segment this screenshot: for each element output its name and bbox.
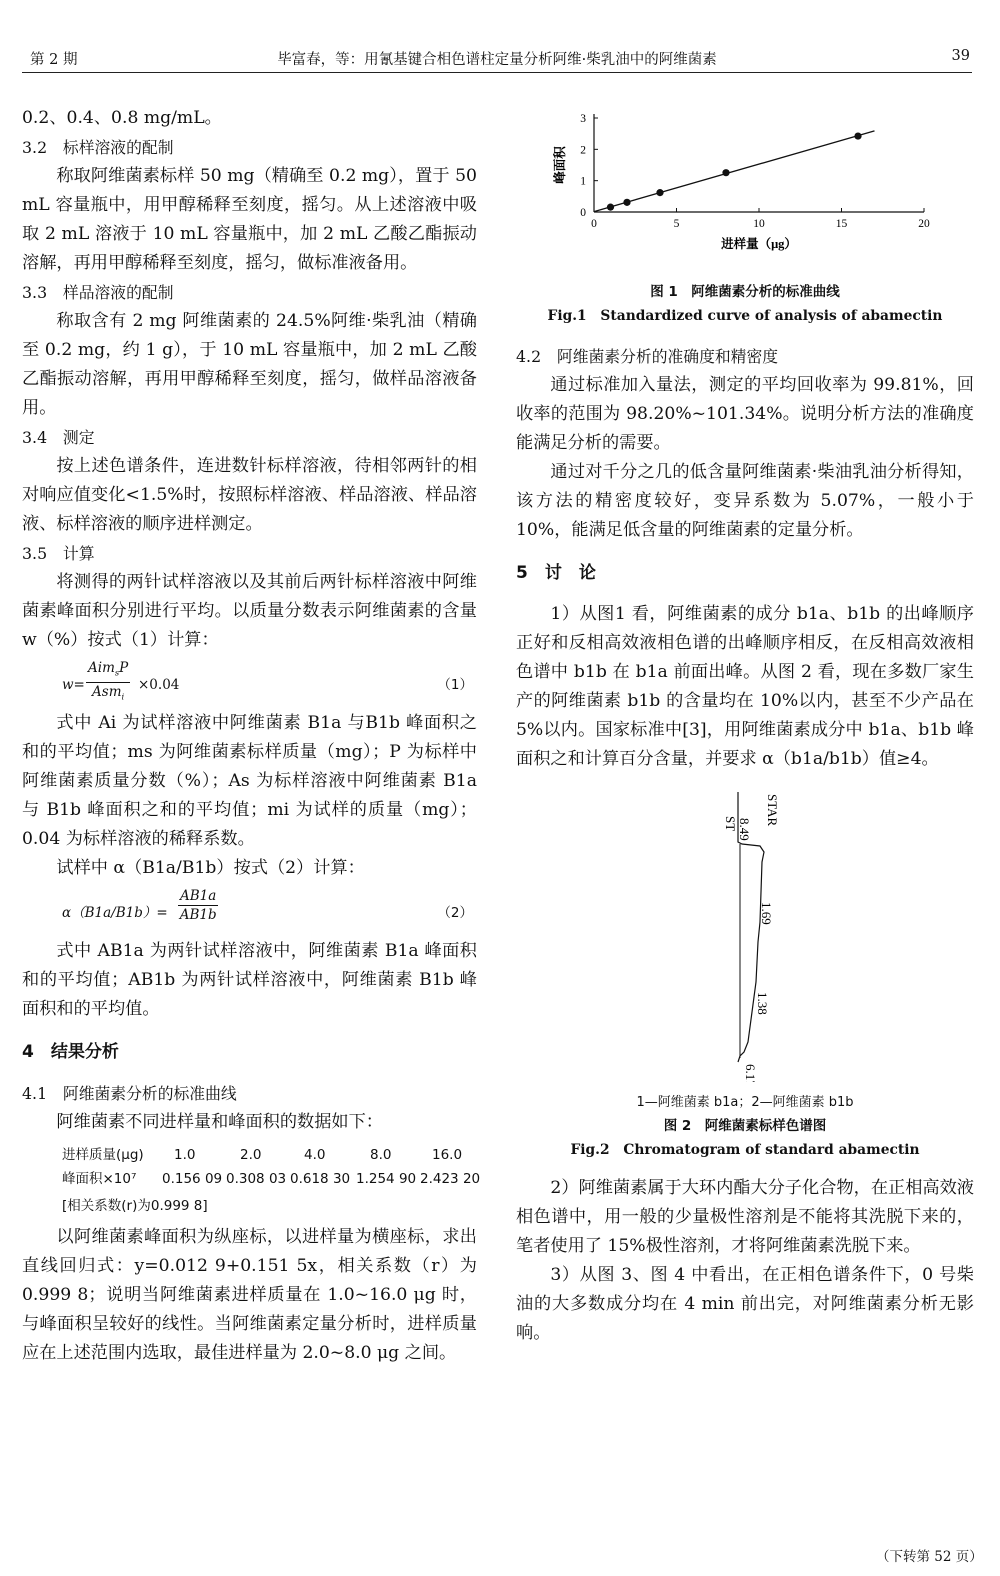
peak-label: STAR: [765, 794, 780, 827]
figure-1: [516, 104, 974, 328]
y-axis-label: 峰面积: [553, 146, 567, 184]
table-cell: 0.618 30: [290, 1171, 351, 1187]
paragraph-continued: 0.2、0.4、0.8 mg/mL。: [22, 108, 222, 128]
correlation-note: [相关系数(r)为0.999 8]: [62, 1198, 208, 1214]
figure-1-caption-en: Fig.1 Standardized curve of analysis of abamectin: [547, 308, 943, 324]
section-5-title: 5 讨 论: [516, 563, 596, 583]
formula-2-lhs: α（B1a/B1b）=: [62, 905, 168, 921]
peak-label: ST: [723, 816, 738, 832]
running-title: 毕富春，等：用氰基键合相色谱柱定量分析阿维·柴乳油中的阿维菌素: [277, 52, 717, 68]
section-3-2-title: 3.2 标样溶液的配制: [22, 138, 174, 157]
section-3-2-text: 称取阿维菌素标样 50 mg（精确至 0.2 mg），置于 50 mL 容量瓶中，用甲醇稀释至刻度，摇匀。从上述溶液中吸取 2 mL 溶液于 10 mL 容量瓶中，加 2 mL 乙酸乙酯振动溶解，再用甲醇稀释至刻度，摇匀，做标准液备用。: [22, 166, 477, 273]
figure-2-caption-cn: 图 2 阿维菌素标样色谱图: [663, 1118, 827, 1134]
figure-1-caption-cn: 图 1 阿维菌素分析的标准曲线: [650, 284, 840, 300]
running-header: [22, 48, 972, 73]
figure-2-caption-en: Fig.2 Chromatogram of standard abamectin: [570, 1142, 920, 1158]
table-row: [22, 1143, 477, 1167]
discussion-1: 1）从图1 看，阿维菌素的成分 b1a、b1b 的出峰顺序正好和反相高效液相色谱的出峰顺序相反，在反相高效液相色谱中 b1b 在 b1a 前面出峰。从图 2 看，现在多数厂家生产的阿维菌素 b1b 的含量均在 10%以内，甚至不少产品在 5%以内。国家标准中[3]，用阿维菌素成分中 b1a、b1b 峰面积之和计算百分含量，并要求 α（b1a/b1b）值≥4。: [516, 604, 974, 769]
data-point: [854, 132, 861, 139]
table-cell: 2.423 20: [420, 1171, 481, 1187]
peak-label: 6.17: [743, 1064, 758, 1082]
section-4-1-text: 以阿维菌素峰面积为纵座标，以进样量为横座标，求出直线回归式：y=0.012 9+0.151 5x，相关系数（r）为 0.999 8；说明当阿维菌素进样质量在 1.0~16.0 μg 时，与峰面积呈较好的线性。当阿维菌素定量分析时，进样质量应在上述范围内选取，最佳进样量为 2.0~8.0 μg 之间。: [22, 1227, 477, 1363]
table-cell: 16.0: [432, 1147, 463, 1163]
right-column: [516, 104, 974, 1348]
left-column: [22, 104, 481, 1368]
y-tick-label: 0: [580, 207, 586, 219]
calibration-table: [22, 1143, 481, 1191]
section-4-1-title: 4.1 阿维菌素分析的标准曲线: [22, 1084, 237, 1103]
y-tick-label: 3: [580, 113, 586, 125]
formula-1-denominator: Asm: [92, 683, 122, 700]
x-tick-label: 15: [835, 218, 848, 230]
data-point: [722, 169, 729, 176]
continued-note: （下转第 52 页）: [876, 1549, 983, 1565]
peak-label: 8.49: [737, 818, 752, 841]
section-3-5-title: 3.5 计算: [22, 544, 95, 563]
formula-2-explanation: 式中 AB1a 为两针试样溶液中，阿维菌素 B1a 峰面积和的平均值；AB1b 为两针试样溶液中，阿维菌素 B1b 峰面积和的平均值。: [22, 941, 477, 1019]
section-4-2-title: 4.2 阿维菌素分析的准确度和精密度: [516, 347, 779, 366]
section-3-3-text: 称取含有 2 mg 阿维菌素的 24.5%阿维·柴乳油（精确至 0.2 mg，约 1 g），于 10 mL 容量瓶中，加 2 mL 乙酸乙酯振动溶解，再用甲醇稀释至刻度，摇匀，做样品溶液备用。: [22, 311, 477, 418]
formula-1-tail: ×0.04: [138, 677, 180, 693]
x-tick-label: 10: [753, 218, 765, 230]
formula-2-denominator: AB1b: [179, 907, 217, 923]
discussion-3: 3）从图 3、图 4 中看出，在正相色谱条件下，0 号柴油的大多数成分均在 4 min 前出完，对阿维菌素分析无影响。: [516, 1265, 974, 1343]
section-3-3-title: 3.3 样品溶液的配制: [22, 283, 174, 302]
y-tick-label: 2: [580, 144, 586, 157]
table-cell: 1.254 90: [356, 1171, 417, 1187]
x-tick-label: 5: [673, 218, 680, 230]
page-number: 39: [951, 48, 970, 64]
data-point: [607, 204, 614, 211]
formula-2-fraction: [178, 887, 218, 924]
standard-curve-chart: [516, 104, 974, 264]
x-tick-label: 20: [918, 218, 930, 230]
formula-1: [22, 657, 477, 705]
table-cell: 0.156 09: [162, 1171, 223, 1187]
figure-2-legend: 1—阿维菌素 b1a；2—阿维菌素 b1b: [636, 1095, 854, 1110]
table-cell: 2.0: [240, 1147, 262, 1163]
table-row-label: 进样质量(μg): [62, 1147, 144, 1163]
peak-label: 1.69: [759, 902, 774, 925]
section-4-1-intro: 阿维菌素不同进样量和峰面积的数据如下：: [56, 1112, 383, 1132]
peak-label: 1.38: [755, 992, 770, 1015]
formula-1-lhs: w=: [62, 677, 85, 693]
data-point: [656, 189, 663, 196]
x-tick-label: 0: [591, 218, 597, 230]
table-cell: 4.0: [304, 1147, 326, 1163]
formula-1-explanation: 式中 Ai 为试样溶液中阿维菌素 B1a 与B1b 峰面积之和的平均值；ms 为阿维菌素标样质量（mg）；P 为标样中阿维菌素质量分数（%）；As 为标样溶液中阿维菌素 B1a 与 B1b 峰面积之和的平均值；mi 为试样的质量（mg）；0.04 为标样溶液的稀释系数。: [22, 713, 477, 849]
section-3-4-title: 3.4 测定: [22, 428, 95, 447]
formula-1-number: （1）: [437, 677, 473, 693]
section-4-2-para-2: 通过对千分之几的低含量阿维菌素·柴油乳油分析得知，该方法的精密度较好，变异系数为 5.07%，一般小于 10%，能满足低含量的阿维菌素的定量分析。: [516, 462, 974, 540]
table-cell: 0.308 03: [226, 1171, 287, 1187]
x-axis-label: 进样量（μg）: [721, 237, 797, 251]
formula-2: [22, 885, 477, 933]
section-3-5-text: 将测得的两针试样溶液以及其前后两针标样溶液中阿维菌素峰面积分别进行平均。以质量分数表示阿维菌素的含量 w（%）按式（1）计算：: [22, 572, 477, 650]
table-cell: 1.0: [174, 1147, 196, 1163]
y-tick-label: 1: [580, 175, 586, 188]
table-row-label: 峰面积×10⁷: [62, 1171, 137, 1187]
chromatogram: [516, 782, 974, 1082]
formula-2-intro: 试样中 α（B1a/B1b）按式（2）计算：: [56, 858, 365, 878]
regression-line: [594, 131, 875, 212]
formula-2-numerator: AB1a: [180, 888, 217, 904]
formula-1-fraction: Aim$_s$P Asm$_i$: [88, 660, 129, 702]
discussion-2: 2）阿维菌素属于大环内酯大分子化合物，在正相高效液相色谱中，用一般的少量极性溶剂是不能将其洗脱下来的，笔者使用了 15%极性溶剂，才将阿维菌素洗脱下来。: [516, 1178, 974, 1256]
issue-number: 第 2 期: [30, 52, 78, 68]
data-point: [623, 199, 630, 206]
section-3-4-text: 按上述色谱条件，连进数针标样溶液，待相邻两针的相对响应值变化<1.5%时，按照标样溶液、样品溶液、样品溶液、标样溶液的顺序进样测定。: [22, 456, 477, 534]
figure-2: [516, 782, 974, 1162]
section-4-2-para-1: 通过标准加入量法，测定的平均回收率为 99.81%，回收率的范围为 98.20%~101.34%。说明分析方法的准确度能满足分析的需要。: [516, 375, 974, 453]
table-row: [22, 1167, 481, 1191]
formula-1-numerator: Aim: [88, 660, 115, 676]
section-4-title: 4 结果分析: [22, 1042, 119, 1062]
table-cell: 8.0: [370, 1147, 392, 1163]
formula-2-number: （2）: [437, 905, 473, 921]
